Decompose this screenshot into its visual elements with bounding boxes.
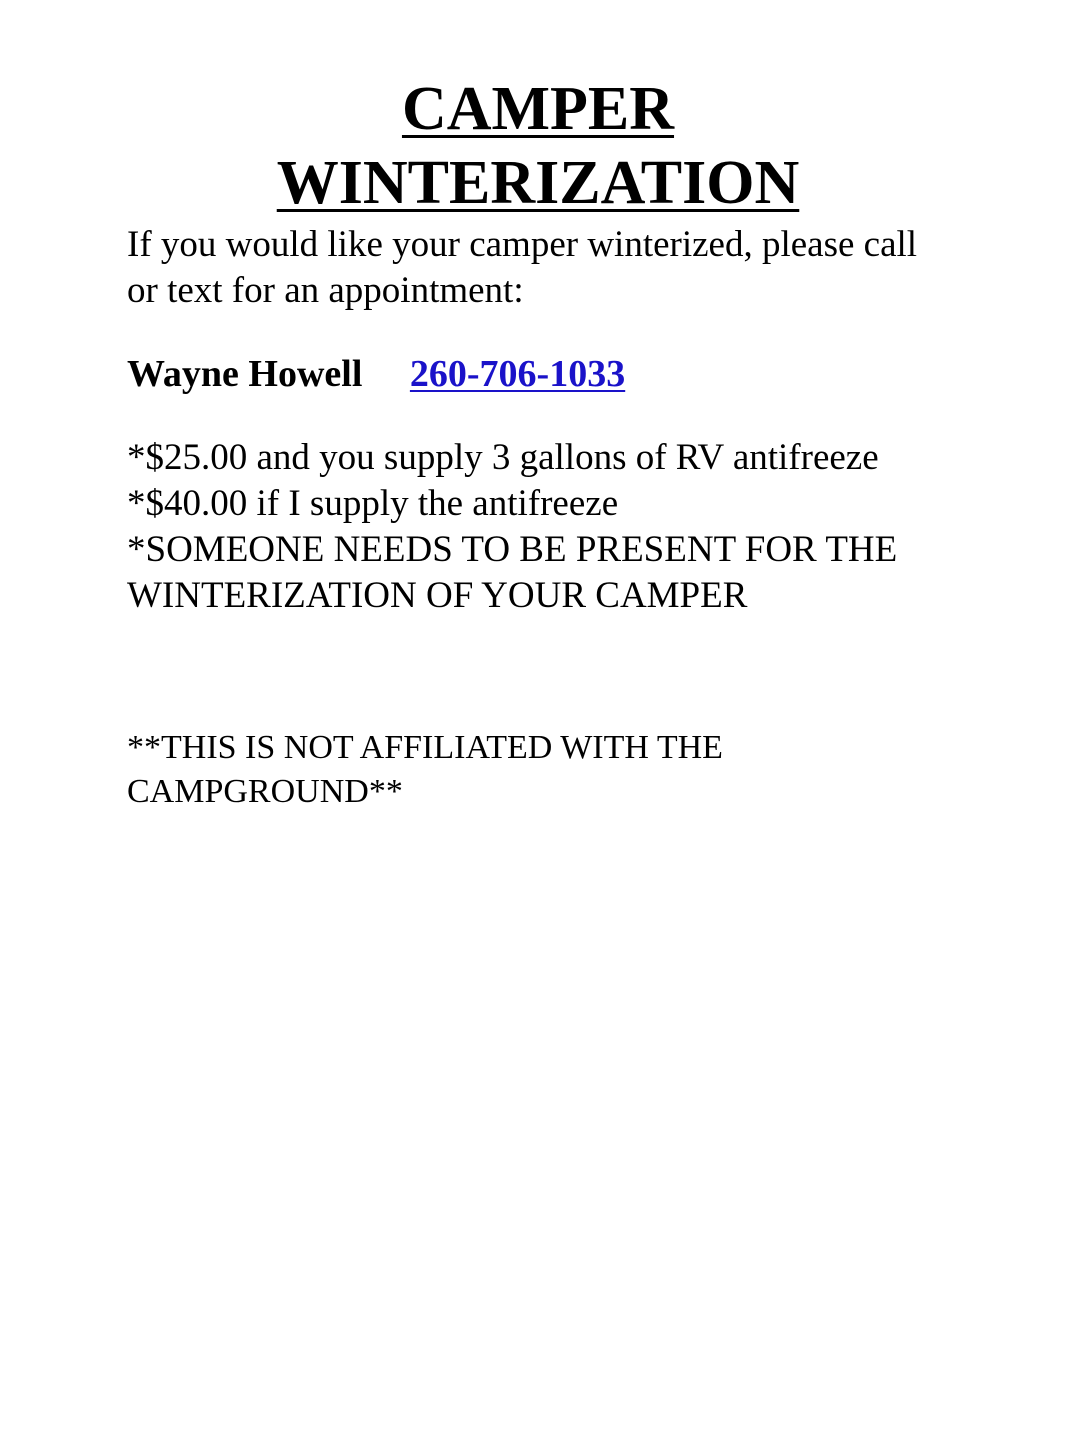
pricing-terms (127, 435, 1027, 619)
term-item: *$40.00 if I supply the antifreeze (127, 483, 619, 524)
contact-name: Wayne Howell (127, 353, 363, 395)
title-line-1: CAMPER (401, 75, 675, 143)
phone-link[interactable]: 260-706-1033 (409, 353, 626, 395)
title-line-2: WINTERIZATION (276, 149, 800, 217)
term-item: *$25.00 and you supply 3 gallons of RV antifreeze (127, 437, 879, 478)
contact-line (127, 350, 625, 398)
flyer-title (0, 72, 1076, 220)
disclaimer-text: **THIS IS NOT AFFILIATED WITH THE CAMPGROUND** (127, 729, 723, 810)
intro-text: If you would like your camper winterized, please call or text for an appointment: (127, 224, 918, 311)
term-item: *SOMEONE NEEDS TO BE PRESENT FOR THE WINTERIZATION OF YOUR CAMPER (127, 529, 898, 616)
